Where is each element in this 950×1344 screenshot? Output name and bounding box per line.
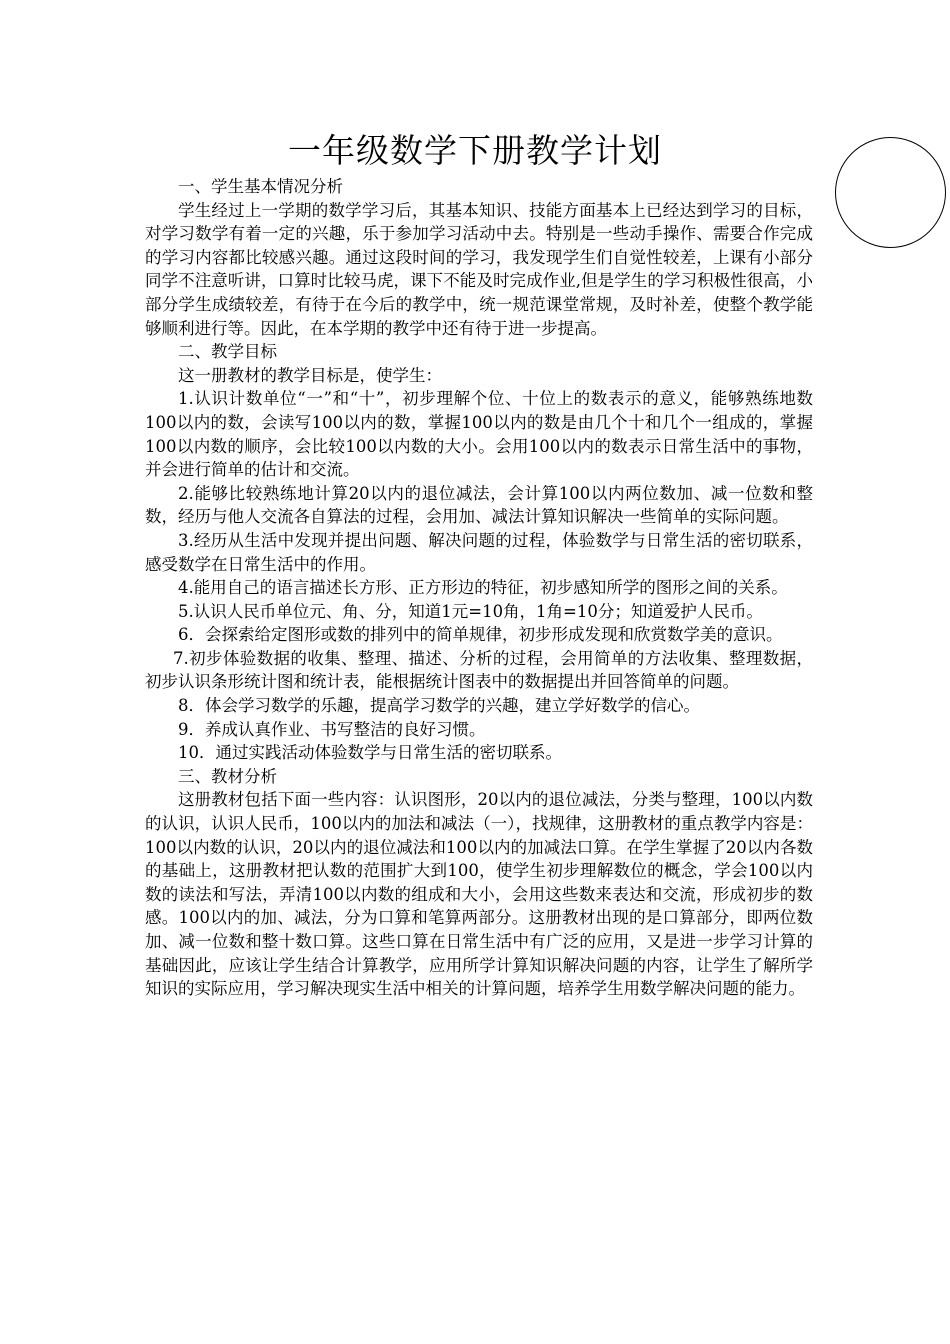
goal-item: 7.初步体验数据的收集、整理、描述、分析的过程，会用简单的方法收集、整理数据，初步认识条形统计图和统计表，能根据统计图表中的数据提出并回答简单的问题。 <box>145 648 813 692</box>
page-title: 一年级数学下册教学计划 <box>288 131 662 170</box>
goal-item: 4.能用自己的语言描述长方形、正方形边的特征，初步感知所学的图形之间的关系。 <box>178 578 788 598</box>
goal-item: 6．会探索给定图形或数的排列中的简单规律，初步形成发现和欣赏数学美的意识。 <box>178 625 783 645</box>
goal-item: 9．养成认真作业、书写整洁的良好习惯。 <box>178 719 486 739</box>
section-heading-textbook-analysis: 三、教材分析 <box>178 766 277 786</box>
goal-item: 10．通过实践活动体验数学与日常生活的密切联系。 <box>178 743 562 763</box>
section-heading-student-analysis: 一、学生基本情况分析 <box>178 177 343 196</box>
paragraph-goals-intro: 这一册教材的教学目标是，使学生： <box>178 365 442 385</box>
document-body <box>145 175 813 1001</box>
section-heading-teaching-goals: 二、教学目标 <box>178 342 277 362</box>
paragraph-student-analysis: 学生经过上一学期的数学学习后，其基本知识、技能方面基本上已经达到学习的目标，对学习数学有着一定的兴趣，乐于参加学习活动中去。特别是一些动手操作、需要合作完成的学习内容都比较感兴趣。通过这段时间的学习，我发现学生们自觉性较差，上课有小部分同学不注意听讲，口算时比较马虎，课下不能及时完成作业,但是学生的学习积极性很高，小部分学生成绩较差，有待于在今后的教学中，统一规范课堂常规，及时补差，使整个教学能够顺利进行等。因此，在本学期的教学中还有待于进一步提高。 <box>145 200 813 338</box>
goal-item: 5.认识人民币单位元、角、分，知道1元=10角，1角=10分；知道爱护人民币。 <box>178 601 763 621</box>
goal-item: 2.能够比较熟练地计算20以内的退位减法，会计算100以内两位数加、减一位数和整数，经历与他人交流各自算法的过程，会用加、减法计算知识解决一些简单的实际问题。 <box>145 483 813 527</box>
goal-item: 1.认识计数单位“一”和“十”，初步理解个位、十位上的数表示的意义，能够熟练地数100以内的数，会读写100以内的数，掌握100以内的数是由几个十和几个一组成的，掌握100以内数的顺序，会比较100以内数的大小。会用100以内的数表示日常生活中的事物，并会进行简单的估计和交流。 <box>145 389 813 480</box>
paragraph-textbook-analysis: 这册教材包括下面一些内容：认识图形，20以内的退位减法，分类与整理，100以内数的认识，认识人民币，100以内的加法和减法（一），找规律，这册教材的重点教学内容是：100以内数的认识，20以内的退位减法和100以内的加减法口算。在学生掌握了20以内各数的基础上，这册教材把认数的范围扩大到100，使学生初步理解数位的概念，学会100以内数的读法和写法，弄清100以内数的组成和大小，会用这些数来表达和交流，形成初步的数感。100以内的加、减法，分为口算和笔算两部分。这册教材出现的是口算部分，即两位数加、减一位数和整十数口算。这些口算在日常生活中有广泛的应用，又是进一步学习计算的基础因此，应该让学生结合计算教学，应用所学计算知识解决问题的内容，让学生了解所学知识的实际应用，学习解决现实生活中相关的计算问题，培养学生用数学解决问题的能力。 <box>145 790 813 999</box>
goal-item: 8．体会学习数学的乐趣，提高学习数学的兴趣，建立学好数学的信心。 <box>178 696 700 716</box>
goal-item: 3.经历从生活中发现并提出问题、解决问题的过程，体验数学与日常生活的密切联系，感受数学在日常生活中的作用。 <box>145 530 813 574</box>
